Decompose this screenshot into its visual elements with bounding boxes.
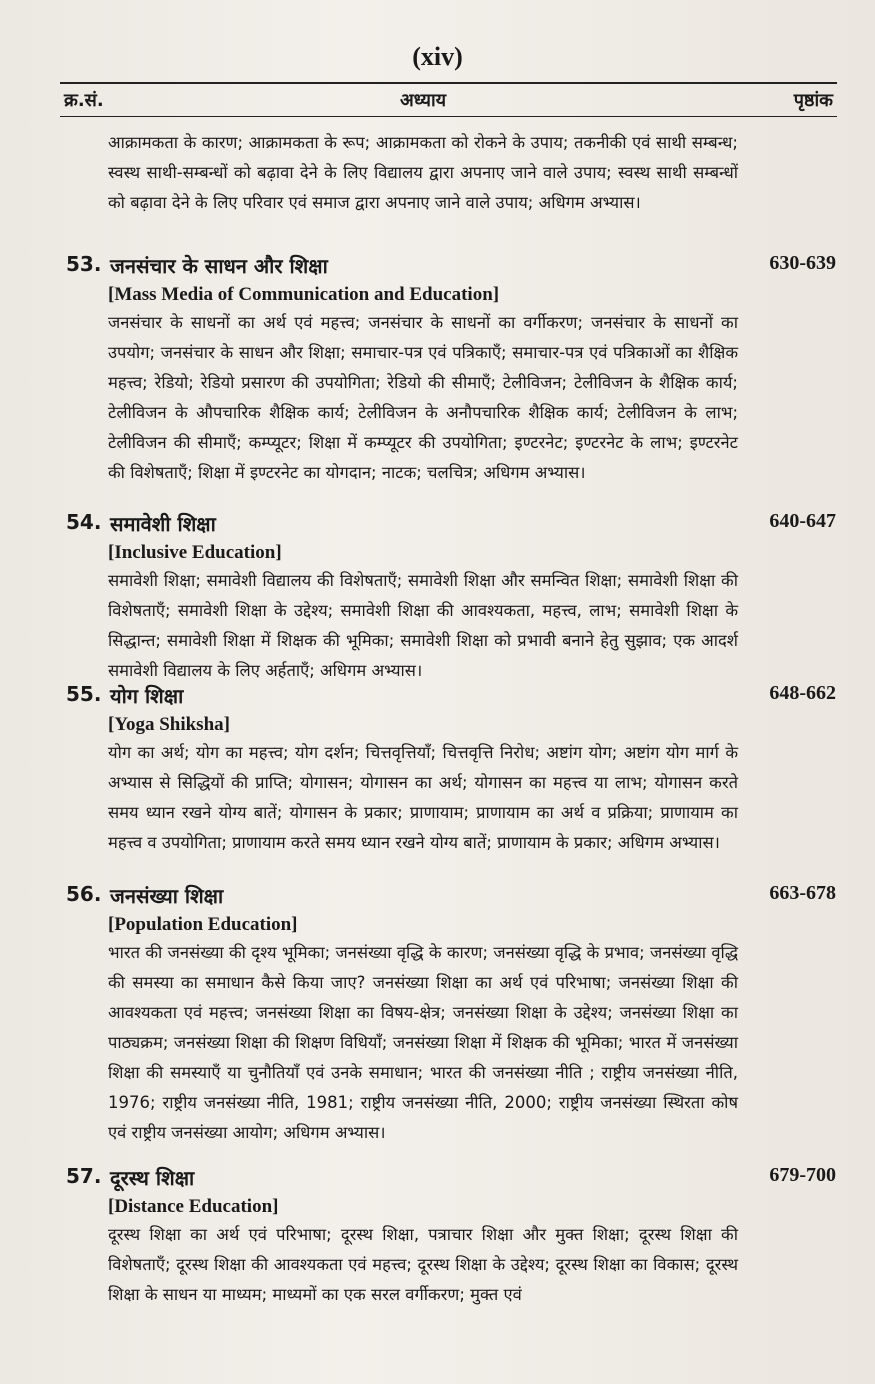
entry-english-title: [Mass Media of Communication and Education]: [108, 284, 500, 305]
header-chapter-label: अध्याय: [400, 90, 447, 111]
entry-pages: 630-639: [769, 252, 836, 274]
entry-number: 57.: [66, 1164, 102, 1188]
header-rule-bottom: [60, 116, 837, 117]
entry-number: 55.: [66, 682, 102, 706]
toc-entry: [66, 682, 836, 858]
entry-title: योग शिक्षा: [110, 684, 184, 708]
entry-title: समावेशी शिक्षा: [110, 512, 216, 536]
entry-pages: 663-678: [769, 882, 836, 904]
header-rule-top: [60, 82, 837, 84]
entry-number: 56.: [66, 882, 102, 906]
entry-description: भारत की जनसंख्या की दृश्य भूमिका; जनसंख्या वृद्धि के कारण; जनसंख्या वृद्धि के प्रभाव; जनसंख्या वृद्धि की समस्या का समाधान कैसे किया जाए? जनसंख्या शिक्षा का अर्थ एवं परिभाषा; जनसंख्या शिक्षा की आवश्यकता एवं महत्त्व; जनसंख्या शिक्षा का विषय-क्षेत्र; जनसंख्या शिक्षा के उद्देश्य; जनसंख्या शिक्षा का पाठ्यक्रम; जनसंख्या शिक्षा की शिक्षण विधियाँ; जनसंख्या शिक्षा में शिक्षक की भूमिका; भारत में जनसंख्या शिक्षा की समस्याएँ या चुनौतियाँ एवं उनके समाधान; भारत की जनसंख्या नीति ; राष्ट्रीय जनसंख्या नीति, 1976; राष्ट्रीय जनसंख्या नीति, 1981; राष्ट्रीय जनसंख्या नीति, 2000; राष्ट्रीय जनसंख्या स्थिरता कोष एवं राष्ट्रीय जनसंख्या आयोग; अधिगम अभ्यास।: [108, 943, 738, 1142]
page-number: (xiv): [412, 42, 463, 71]
entry-number: 53.: [66, 252, 102, 276]
entry-description: योग का अर्थ; योग का महत्त्व; योग दर्शन; चित्तवृत्तियाँ; चित्तवृत्ति निरोध; अष्टांग योग; अष्टांग योग मार्ग के अभ्यास से सिद्धियों की प्राप्ति; योगासन; योगासन का अर्थ; योगासन का महत्त्व या लाभ; योगासन करते समय ध्यान रखने योग्य बातें; योगासन के प्रकार; प्राणायाम; प्राणायाम का अर्थ व प्रक्रिया; प्राणायाम का महत्त्व व उपयोगिता; प्राणायाम करते समय ध्यान रखने योग्य बातें; प्राणायाम के प्रकार; अधिगम अभ्यास।: [108, 743, 738, 852]
entry-pages: 640-647: [769, 510, 836, 532]
header-serial-label: क्र.सं.: [64, 90, 104, 111]
toc-entry: [66, 252, 836, 488]
entry-pages: 679-700: [769, 1164, 836, 1186]
toc-entry: [66, 882, 836, 1148]
entry-description: जनसंचार के साधनों का अर्थ एवं महत्त्व; जनसंचार के साधनों का वर्गीकरण; जनसंचार के साधनों का उपयोग; जनसंचार के साधन और शिक्षा; समाचार-पत्र एवं पत्रिकाएँ; समाचार-पत्र एवं पत्रिकाओं का शैक्षिक महत्त्व; रेडियो; रेडियो प्रसारण की उपयोगिता; रेडियो की सीमाएँ; टेलीविजन; टेलीविजन के शैक्षिक कार्य; टेलीविजन के औपचारिक शैक्षिक कार्य; टेलीविजन के अनौपचारिक शैक्षिक कार्य; टेलीविजन के लाभ; टेलीविजन की सीमाएँ; कम्प्यूटर; शिक्षा में कम्प्यूटर की उपयोगिता; इण्टरनेट; इण्टरनेट के लाभ; इण्टरनेट की विशेषताएँ; शिक्षा में इण्टरनेट का योगदान; नाटक; चलचित्र; अधिगम अभ्यास।: [108, 313, 738, 482]
entry-number: 54.: [66, 510, 102, 534]
entry-english-title: [Inclusive Education]: [108, 542, 282, 563]
entry-english-title: [Population Education]: [108, 914, 298, 935]
entry-pages: 648-662: [769, 682, 836, 704]
toc-entry: [66, 1164, 836, 1310]
toc-entry: [66, 510, 836, 686]
continuation-text: आक्रामकता के कारण; आक्रामकता के रूप; आक्रामकता को रोकने के उपाय; तकनीकी एवं साथी सम्बन्ध; स्वस्थ साथी-सम्बन्धों को बढ़ावा देने के लिए विद्यालय द्वारा अपनाए जाने वाले उपाय; स्वस्थ साथी सम्बन्धों को बढ़ावा देने के लिए परिवार एवं समाज द्वारा अपनाए जाने वाले उपाय; अधिगम अभ्यास।: [108, 133, 738, 212]
entry-title: दूरस्थ शिक्षा: [110, 1166, 195, 1190]
header-page-label: पृष्ठांक: [793, 90, 833, 111]
entry-english-title: [Yoga Shiksha]: [108, 714, 230, 735]
entry-description: समावेशी शिक्षा; समावेशी विद्यालय की विशेषताएँ; समावेशी शिक्षा और समन्वित शिक्षा; समावेशी शिक्षा की विशेषताएँ; समावेशी शिक्षा के उद्देश्य; समावेशी शिक्षा की आवश्यकता, महत्त्व, लाभ; समावेशी शिक्षा के सिद्धान्त; समावेशी शिक्षा में शिक्षक की भूमिका; समावेशी शिक्षा को प्रभावी बनाने हेतु सुझाव; एक आदर्श समावेशी विद्यालय के लिए अर्हताएँ; अधिगम अभ्यास।: [108, 571, 738, 680]
entry-title: जनसंख्या शिक्षा: [110, 884, 224, 908]
entry-title: जनसंचार के साधन और शिक्षा: [110, 254, 328, 278]
entry-description: दूरस्थ शिक्षा का अर्थ एवं परिभाषा; दूरस्थ शिक्षा, पत्राचार शिक्षा और मुक्त शिक्षा; दूरस्थ शिक्षा की विशेषताएँ; दूरस्थ शिक्षा की आवश्यकता एवं महत्त्व; दूरस्थ शिक्षा के उद्देश्य; दूरस्थ शिक्षा का विकास; दूरस्थ शिक्षा के साधन या माध्यम; माध्यमों का एक सरल वर्गीकरण; मुक्त एवं: [108, 1225, 738, 1304]
entry-english-title: [Distance Education]: [108, 1196, 279, 1217]
